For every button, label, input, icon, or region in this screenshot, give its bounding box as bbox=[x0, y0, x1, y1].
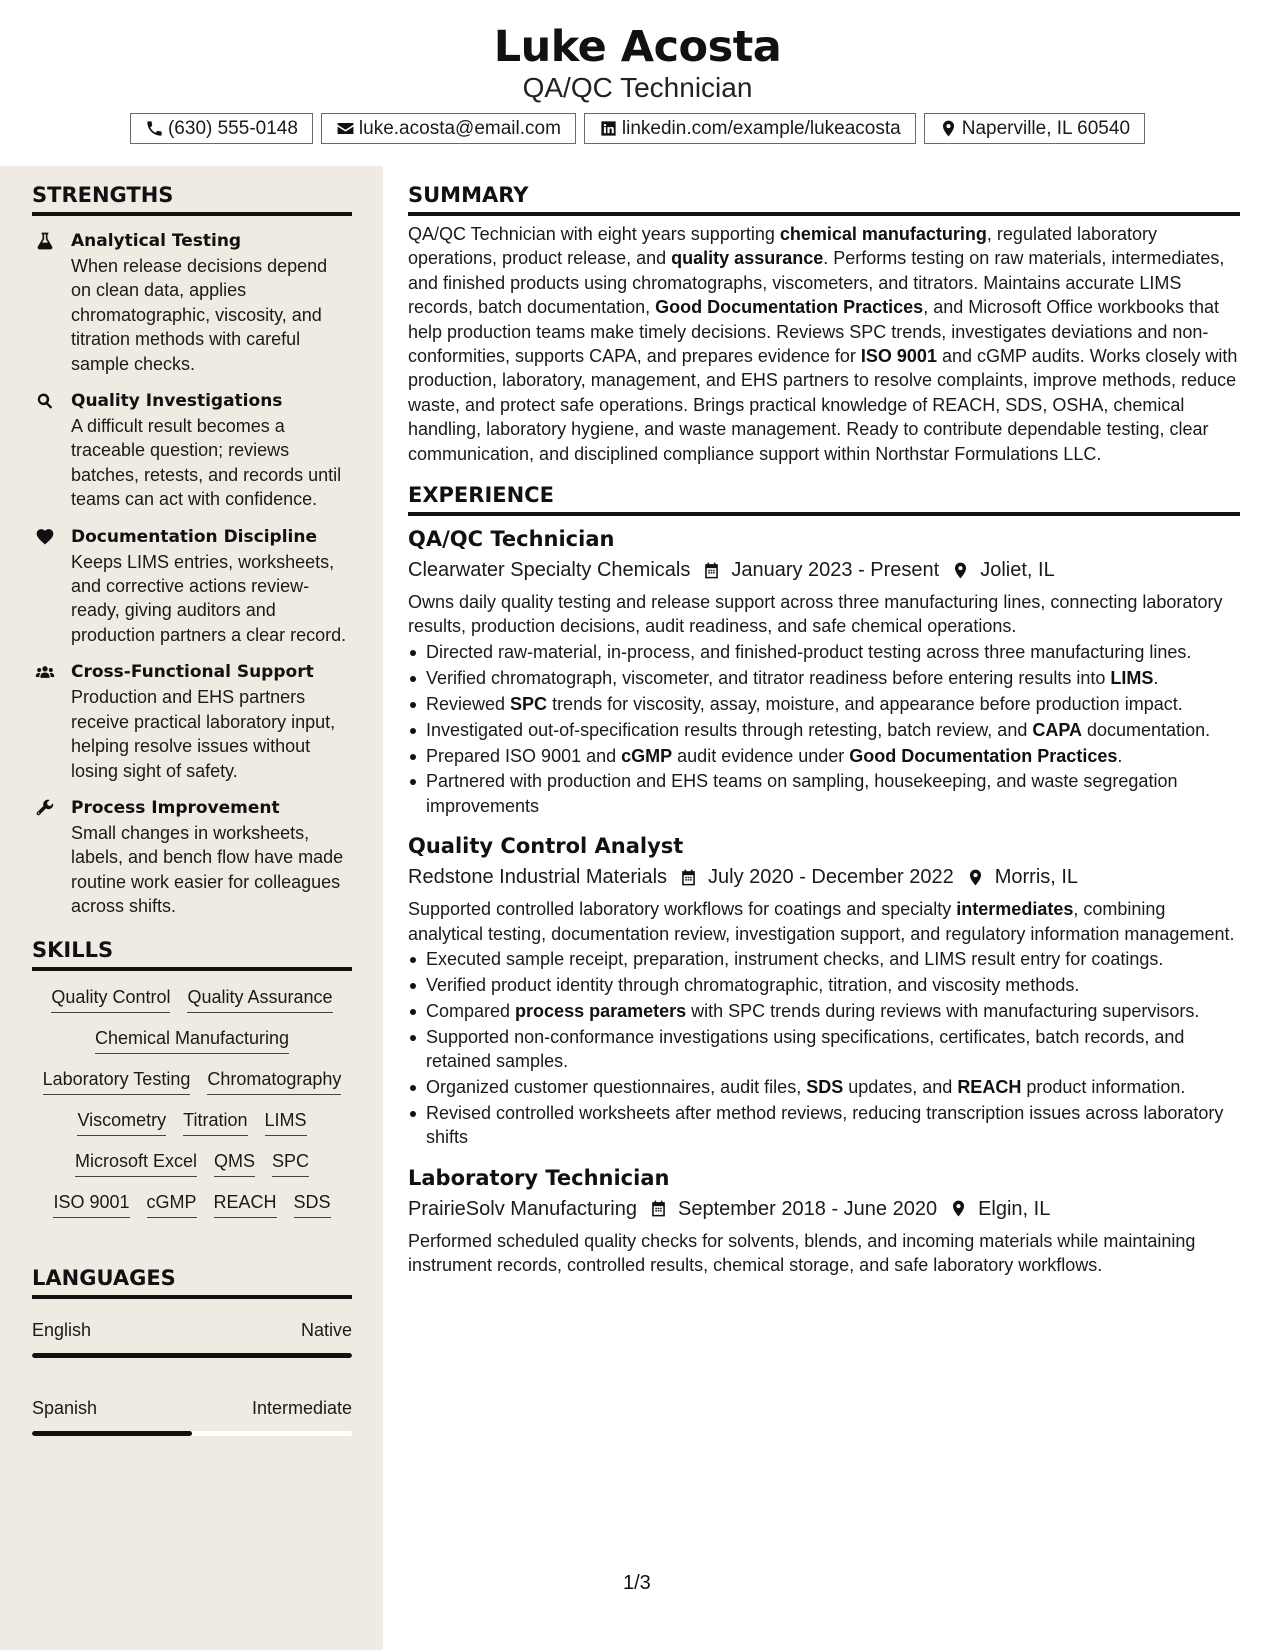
skill-tag: LIMS bbox=[265, 1108, 307, 1136]
skill-tag: Viscometry bbox=[77, 1108, 166, 1136]
language-proficiency-bar bbox=[32, 1431, 352, 1436]
contact-location bbox=[924, 113, 1145, 144]
language-name: Spanish bbox=[32, 1397, 98, 1418]
job-title: Quality Control Analyst bbox=[408, 834, 684, 859]
contact-email[interactable] bbox=[321, 113, 576, 144]
job-dates: September 2018 - June 2020 bbox=[678, 1197, 938, 1220]
skill-tag: QMS bbox=[214, 1149, 255, 1177]
map-pin-icon bbox=[966, 868, 985, 887]
map-pin-icon bbox=[951, 561, 970, 580]
job-company: Redstone Industrial Materials bbox=[408, 866, 668, 889]
calendar-icon bbox=[702, 561, 721, 580]
job-entry bbox=[408, 525, 1240, 818]
skill-tag: Titration bbox=[183, 1108, 247, 1136]
job-description: Performed scheduled quality checks for solvents, blends, and incoming materials while maintaining instrument records, controlled results, chemical storage, and safe laboratory workflows. bbox=[408, 1230, 1196, 1276]
job-bullet: Verified chromatograph, viscometer, and titrator readiness before entering results into LIMS. bbox=[408, 666, 1240, 690]
languages-heading: LANGUAGES bbox=[32, 1266, 352, 1299]
skills-list bbox=[32, 985, 352, 1218]
summary-text: QA/QC Technician with eight years supporting chemical manufacturing, regulated laboratory operations, product release, and quality assurance. Performs testing on raw materials, intermediates, and finished products using chromatographs, viscometers, and titrators. Maintains accurate LIMS records, batch documentation, Good Documentation Practices, and Microsoft Office workbooks that help production teams make timely decisions. Reviews SPC trends, investigates deviations and non-conformities, supports CAPA, and prepares evidence for ISO 9001 and cGMP audits. Works closely with production, laboratory, management, and EHS partners to resolve complaints, improve methods, reduce waste, and protect safe operations. Brings practical knowledge of REACH, SDS, OSHA, chemical handling, laboratory hygiene, and waste management. Ready to contribute dependable testing, clear communication, and disciplined compliance support within Northstar Formulations LLC. bbox=[408, 224, 1238, 464]
job-bullet: Investigated out-of-specification results through retesting, batch review, and CAPA documentation. bbox=[408, 718, 1240, 742]
contact-location-text: Naperville, IL 60540 bbox=[961, 117, 1131, 139]
job-bullet: Directed raw-material, in-process, and finished-product testing across three manufacturing lines. bbox=[408, 640, 1240, 664]
language-level: Native bbox=[300, 1319, 352, 1340]
skill-tag: REACH bbox=[214, 1190, 277, 1218]
heart-icon bbox=[35, 527, 55, 547]
job-meta bbox=[408, 556, 1240, 584]
language-proficiency-fill bbox=[32, 1431, 192, 1436]
strength-title: Documentation Discipline bbox=[71, 526, 317, 547]
job-description: Owns daily quality testing and release support across three manufacturing lines, connecting laboratory results, production decisions, audit readiness, and safe chemical operations. bbox=[408, 592, 1223, 637]
strength-item bbox=[32, 660, 352, 783]
language-item bbox=[32, 1318, 352, 1358]
job-meta bbox=[408, 1195, 1240, 1223]
strength-item bbox=[32, 389, 352, 512]
language-level: Intermediate bbox=[251, 1397, 352, 1418]
job-meta bbox=[408, 863, 1240, 891]
users-icon bbox=[35, 662, 55, 682]
flask-icon bbox=[35, 231, 55, 251]
calendar-icon bbox=[679, 868, 698, 887]
language-proficiency-fill bbox=[32, 1353, 352, 1358]
main-content bbox=[408, 166, 1240, 1278]
job-location: Elgin, IL bbox=[978, 1197, 1051, 1220]
map-pin-icon bbox=[939, 119, 958, 138]
job-location: Morris, IL bbox=[994, 866, 1079, 889]
calendar-icon bbox=[649, 1199, 668, 1218]
language-name: English bbox=[32, 1319, 92, 1340]
candidate-name: Luke Acosta bbox=[493, 22, 782, 72]
job-company: PrairieSolv Manufacturing bbox=[408, 1197, 637, 1220]
job-bullet: Organized customer questionnaires, audit files, SDS updates, and REACH product information. bbox=[408, 1075, 1240, 1099]
job-bullets bbox=[408, 640, 1240, 818]
wrench-icon bbox=[35, 798, 55, 818]
candidate-headline: QA/QC Technician bbox=[522, 72, 753, 103]
strength-item bbox=[32, 525, 352, 648]
language-proficiency-bar bbox=[32, 1353, 352, 1358]
map-pin-icon bbox=[949, 1199, 968, 1218]
page-number: 1/3 bbox=[623, 1572, 651, 1594]
strength-title: Quality Investigations bbox=[71, 391, 283, 412]
job-bullet: Compared process parameters with SPC trends during reviews with manufacturing supervisors. bbox=[408, 999, 1240, 1023]
strength-title: Cross-Functional Support bbox=[71, 662, 314, 683]
strength-description: A difficult result becomes a traceable question; reviews batches, retests, and records until teams can act with confidence. bbox=[71, 416, 342, 510]
phone-icon bbox=[145, 119, 164, 138]
contact-linkedin-text: linkedin.com/example/lukeacosta bbox=[621, 117, 901, 139]
job-bullet: Prepared ISO 9001 and cGMP audit evidence under Good Documentation Practices. bbox=[408, 744, 1240, 768]
strength-description: When release decisions depend on clean data, applies chromatographic, viscosity, and titration methods with careful sample checks. bbox=[71, 256, 328, 374]
job-bullet: Executed sample receipt, preparation, instrument checks, and LIMS result entry for coatings. bbox=[408, 947, 1240, 971]
skill-tag: Quality Assurance bbox=[187, 985, 332, 1013]
resume-header bbox=[0, 0, 1275, 166]
strength-title: Process Improvement bbox=[71, 797, 280, 818]
sidebar bbox=[0, 166, 383, 1650]
envelope-icon bbox=[336, 119, 355, 138]
sidebar-content bbox=[32, 183, 352, 1436]
skill-tag: cGMP bbox=[147, 1190, 197, 1218]
skill-tag: ISO 9001 bbox=[53, 1190, 129, 1218]
job-location: Joliet, IL bbox=[980, 559, 1055, 582]
skills-heading: SKILLS bbox=[32, 938, 352, 971]
job-bullets bbox=[408, 947, 1240, 1150]
strengths-heading: STRENGTHS bbox=[32, 183, 352, 216]
job-bullet: Revised controlled worksheets after method reviews, reducing transcription issues across laboratory shifts bbox=[408, 1101, 1240, 1150]
strength-item bbox=[32, 229, 352, 376]
contact-bar bbox=[0, 113, 1275, 144]
job-bullet: Verified product identity through chromatographic, titration, and viscosity methods. bbox=[408, 973, 1240, 997]
job-dates: July 2020 - December 2022 bbox=[708, 866, 954, 889]
job-entry bbox=[408, 1164, 1240, 1278]
strength-item bbox=[32, 796, 352, 919]
job-entry bbox=[408, 832, 1240, 1150]
summary-heading: SUMMARY bbox=[408, 183, 1240, 216]
strength-description: Small changes in worksheets, labels, and bench flow have made routine work easier for colleagues across shifts. bbox=[71, 822, 344, 917]
search-icon bbox=[35, 391, 55, 411]
contact-phone-text: (630) 555-0148 bbox=[167, 117, 298, 139]
job-company: Clearwater Specialty Chemicals bbox=[408, 559, 691, 582]
skill-tag: SDS bbox=[294, 1190, 331, 1218]
experience-heading: EXPERIENCE bbox=[408, 483, 1240, 516]
strength-description: Keeps LIMS entries, worksheets, and corrective actions review-ready, giving auditors and production partners a clear record. bbox=[71, 551, 347, 645]
job-title: Laboratory Technician bbox=[408, 1165, 670, 1190]
contact-linkedin[interactable] bbox=[584, 113, 916, 144]
contact-email-text: luke.acosta@email.com bbox=[358, 117, 561, 139]
linkedin-icon bbox=[599, 119, 618, 138]
strength-description: Production and EHS partners receive practical laboratory input, helping resolve issues without losing sight of safety. bbox=[71, 687, 336, 781]
skill-tag: Microsoft Excel bbox=[75, 1149, 197, 1177]
language-item bbox=[32, 1396, 352, 1436]
skill-tag: Chromatography bbox=[207, 1067, 341, 1095]
job-description: Supported controlled laboratory workflows for coatings and specialty intermediates, combining analytical testing, documentation review, investigation support, and regulatory information management. bbox=[408, 899, 1235, 944]
job-title: QA/QC Technician bbox=[408, 527, 615, 552]
job-dates: January 2023 - Present bbox=[731, 559, 940, 582]
job-bullet: Partnered with production and EHS teams on sampling, housekeeping, and waste segregation improvements bbox=[408, 769, 1240, 818]
skill-tag: Quality Control bbox=[51, 985, 170, 1013]
skill-tag: Laboratory Testing bbox=[43, 1067, 191, 1095]
strength-title: Analytical Testing bbox=[71, 231, 242, 251]
skill-tag: Chemical Manufacturing bbox=[95, 1026, 289, 1054]
job-bullet: Reviewed SPC trends for viscosity, assay, moisture, and appearance before production impact. bbox=[408, 692, 1240, 716]
job-bullet: Supported non-conformance investigations using specifications, certificates, batch records, and retained samples. bbox=[408, 1025, 1240, 1074]
contact-phone[interactable] bbox=[130, 113, 313, 144]
skill-tag: SPC bbox=[272, 1149, 309, 1177]
